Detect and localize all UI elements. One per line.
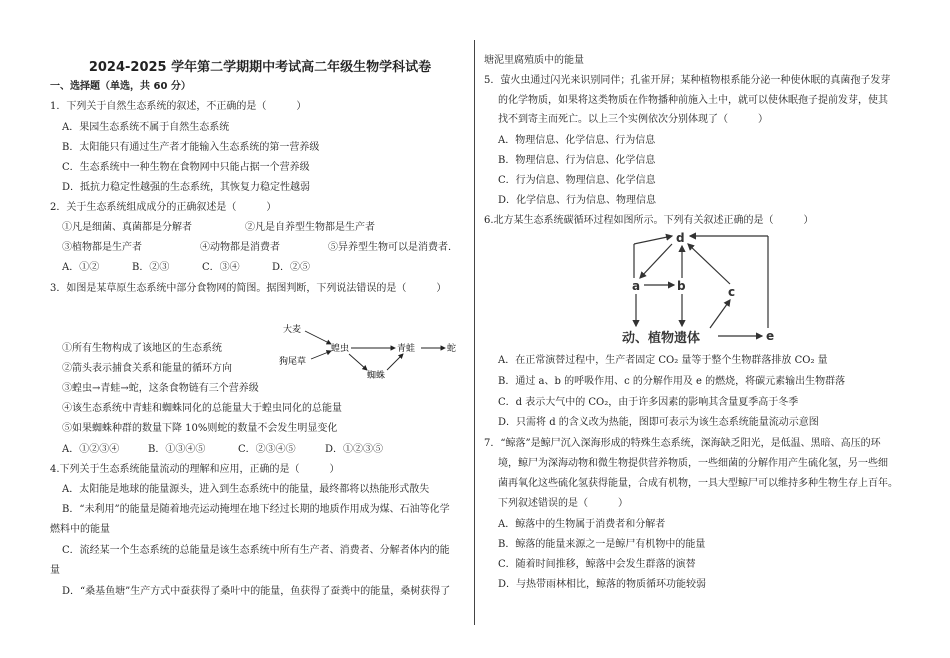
arrow-spider-frog	[387, 354, 403, 370]
food-web-diagram	[275, 318, 465, 384]
section-heading: 一、选择题（单选，共 60 分）	[50, 81, 191, 92]
arrow-foxtail-locust	[311, 351, 331, 359]
arrow-remains-c	[710, 300, 730, 328]
q2-statement-5: ⑤异养型生物可以是消费者．	[328, 242, 458, 253]
q3-stem: 3．如图是某草原生态系统中部分食物网的简图。据图判断，下列说法错误的是（ ）	[50, 283, 447, 294]
q6-option-d: D．只需将 d 的含义改为热能，图即可表示为该生态系统能量流动示意图	[498, 417, 819, 428]
node-b: b	[677, 279, 686, 293]
column-divider	[474, 40, 475, 625]
q4-option-a: A．太阳能是地球的能量源头，进入到生态系统中的能量，最终都将以热能形式散失	[62, 484, 430, 495]
q5-stem-line3: 找不到寄主而死亡。以上三个实例依次分别体现了（ ）	[498, 114, 768, 125]
q2-option-c: C．③④	[202, 262, 240, 273]
q6-option-c: C．d 表示大气中的 CO₂，由于许多因素的影响其含量夏季高于冬季	[498, 397, 799, 408]
foodweb-foxtail: 狗尾草	[279, 357, 307, 367]
q4-option-d: D．“桑基鱼塘”生产方式中蚕获得了桑叶中的能量，鱼获得了蚕粪中的能量，桑树获得了	[62, 586, 451, 597]
q7-option-d: D．与热带雨林相比，鲸落的物质循环功能较弱	[498, 579, 707, 590]
q5-option-d: D．化学信息、行为信息、物理信息	[498, 195, 657, 206]
q3-statement-2: ②箭头表示捕食关系和能量的循环方向	[62, 363, 232, 374]
carbon-cycle-diagram	[600, 228, 790, 348]
q7-option-b: B．鲸落的能量来源之一是鲸尸有机物中的能量	[498, 539, 706, 550]
q3-option-d: D．①②③⑤	[325, 444, 384, 455]
q2-statement-1: ①凡是细菌、真菌都是分解者	[62, 222, 192, 233]
q2-statement-2: ②凡是自养型生物都是生产者	[245, 222, 375, 233]
q3-statement-1: ①所有生物构成了该地区的生态系统	[62, 343, 222, 354]
q5-option-a: A．物理信息、化学信息、行为信息	[498, 135, 656, 146]
q3-option-b: B．①③④⑤	[148, 444, 206, 455]
foodweb-snake: 蛇	[447, 344, 457, 354]
q7-stem: 7．“鲸落”是鲸尸沉入深海形成的特殊生态系统，深海缺乏阳光，是低温、黑暗、高压的环	[484, 438, 881, 449]
q4-option-b-cont: 燃料中的能量	[50, 524, 110, 535]
node-remains: 动、植物遗体	[622, 331, 701, 346]
q2-statement-4: ④动物都是消费者	[200, 242, 280, 253]
q3-statement-5: ⑤如果蜘蛛种群的数量下降 10%则蛇的数量不会发生明显变化	[62, 423, 338, 434]
q4-stem: 4.下列关于生态系统能量流动的理解和应用，正确的是（ ）	[50, 464, 340, 475]
q1-option-c: C．生态系统中一种生物在食物网中只能占据一个营养级	[62, 162, 310, 173]
arrow-locust-spider	[349, 354, 367, 370]
q2-statement-3: ③植物都是生产者	[62, 242, 142, 253]
node-e: e	[766, 329, 775, 343]
q6-option-b: B．通过 a、b 的呼吸作用、c 的分解作用及 e 的燃烧，将碳元素输出生物群落	[498, 376, 846, 387]
arrow-c-d	[688, 244, 730, 284]
q2-option-b: B．②③	[132, 262, 170, 273]
q3-option-a: A．①②③④	[62, 444, 120, 455]
foodweb-spider: 蜘蛛	[367, 371, 386, 381]
q7-option-a: A．鲸落中的生物属于消费者和分解者	[498, 519, 666, 530]
node-a: a	[632, 279, 641, 293]
q1-option-a: A．果园生态系统不属于自然生态系统	[62, 122, 230, 133]
page-title: 2024-2025 学年第二学期期中考试高二年级生物学科试卷	[88, 60, 432, 75]
arrow-a-d	[634, 236, 672, 244]
arrow-barley-locust	[305, 331, 331, 344]
q3-statement-4: ④该生态系统中青蛙和蜘蛛同化的总能量大于蝗虫同化的总能量	[62, 403, 342, 414]
q5-option-c: C．行为信息、物理信息、化学信息	[498, 175, 656, 186]
q5-option-b: B．物理信息、行为信息、化学信息	[498, 155, 656, 166]
q2-option-a: A．①②	[62, 262, 100, 273]
foodweb-frog: 青蛙	[397, 344, 416, 354]
q7-option-c: C．随着时间推移，鲸落中会发生群落的演替	[498, 559, 696, 570]
q3-statement-3: ③蝗虫→青蛙→蛇，这条食物链有三个营养级	[62, 383, 259, 394]
node-d: d	[676, 231, 685, 245]
q6-option-a: A．在正常演替过程中，生产者固定 CO₂ 量等于整个生物群落排放 CO₂ 量	[498, 355, 828, 366]
q4-option-b: B．“未利用”的能量是随着地壳运动掩埋在地下经过长期的地质作用成为煤、石油等化学	[62, 504, 450, 515]
foodweb-barley: 大麦	[283, 325, 302, 335]
q2-stem: 2．关于生态系统组成成分的正确叙述是（ ）	[50, 202, 277, 213]
q7-stem-line2: 境，鲸尸为深海动物和微生物提供营养物质，一些细菌的分解作用产生硫化氢，另一些细	[498, 458, 888, 469]
q7-stem-line4: 下列叙述错误的是（ ）	[498, 498, 628, 509]
q1-option-d: D．抵抗力稳定性越强的生态系统，其恢复力稳定性越弱	[62, 182, 311, 193]
q6-stem: 6.北方某生态系统碳循环过程如图所示。下列有关叙述正确的是（ ）	[484, 215, 814, 226]
q1-stem: 1．下列关于自然生态系统的叙述，不正确的是（ ）	[50, 101, 307, 112]
q2-option-d: D．②⑤	[272, 262, 311, 273]
q4-option-c-cont: 量	[50, 565, 60, 576]
q4-option-d-cont: 塘泥里腐殖质中的能量	[484, 55, 584, 66]
q3-option-c: C．②③④⑤	[238, 444, 296, 455]
q5-stem: 5．萤火虫通过闪光来识别同伴；孔雀开屏；某种植物根系能分泌一种使休眠的真菌孢子发芽	[484, 75, 891, 86]
foodweb-locust: 蝗虫	[331, 344, 350, 354]
q7-stem-line3: 菌再氧化这些硫化氢获得能量，合成有机物，一具大型鲸尸可以维持多种生物生存上百年。	[498, 478, 898, 489]
node-c: c	[728, 285, 736, 299]
q1-option-b: B．太阳能只有通过生产者才能输入生态系统的第一营养级	[62, 142, 320, 153]
arrow-d-a	[640, 244, 672, 278]
q4-option-c: C．流经某一个生态系统的总能量是该生态系统中所有生产者、消费者、分解者体内的能	[62, 545, 450, 556]
q5-stem-line2: 的化学物质，如果将这类物质在作物播种前施入土中，就可以使休眠孢子提前发芽，使其	[498, 95, 888, 106]
